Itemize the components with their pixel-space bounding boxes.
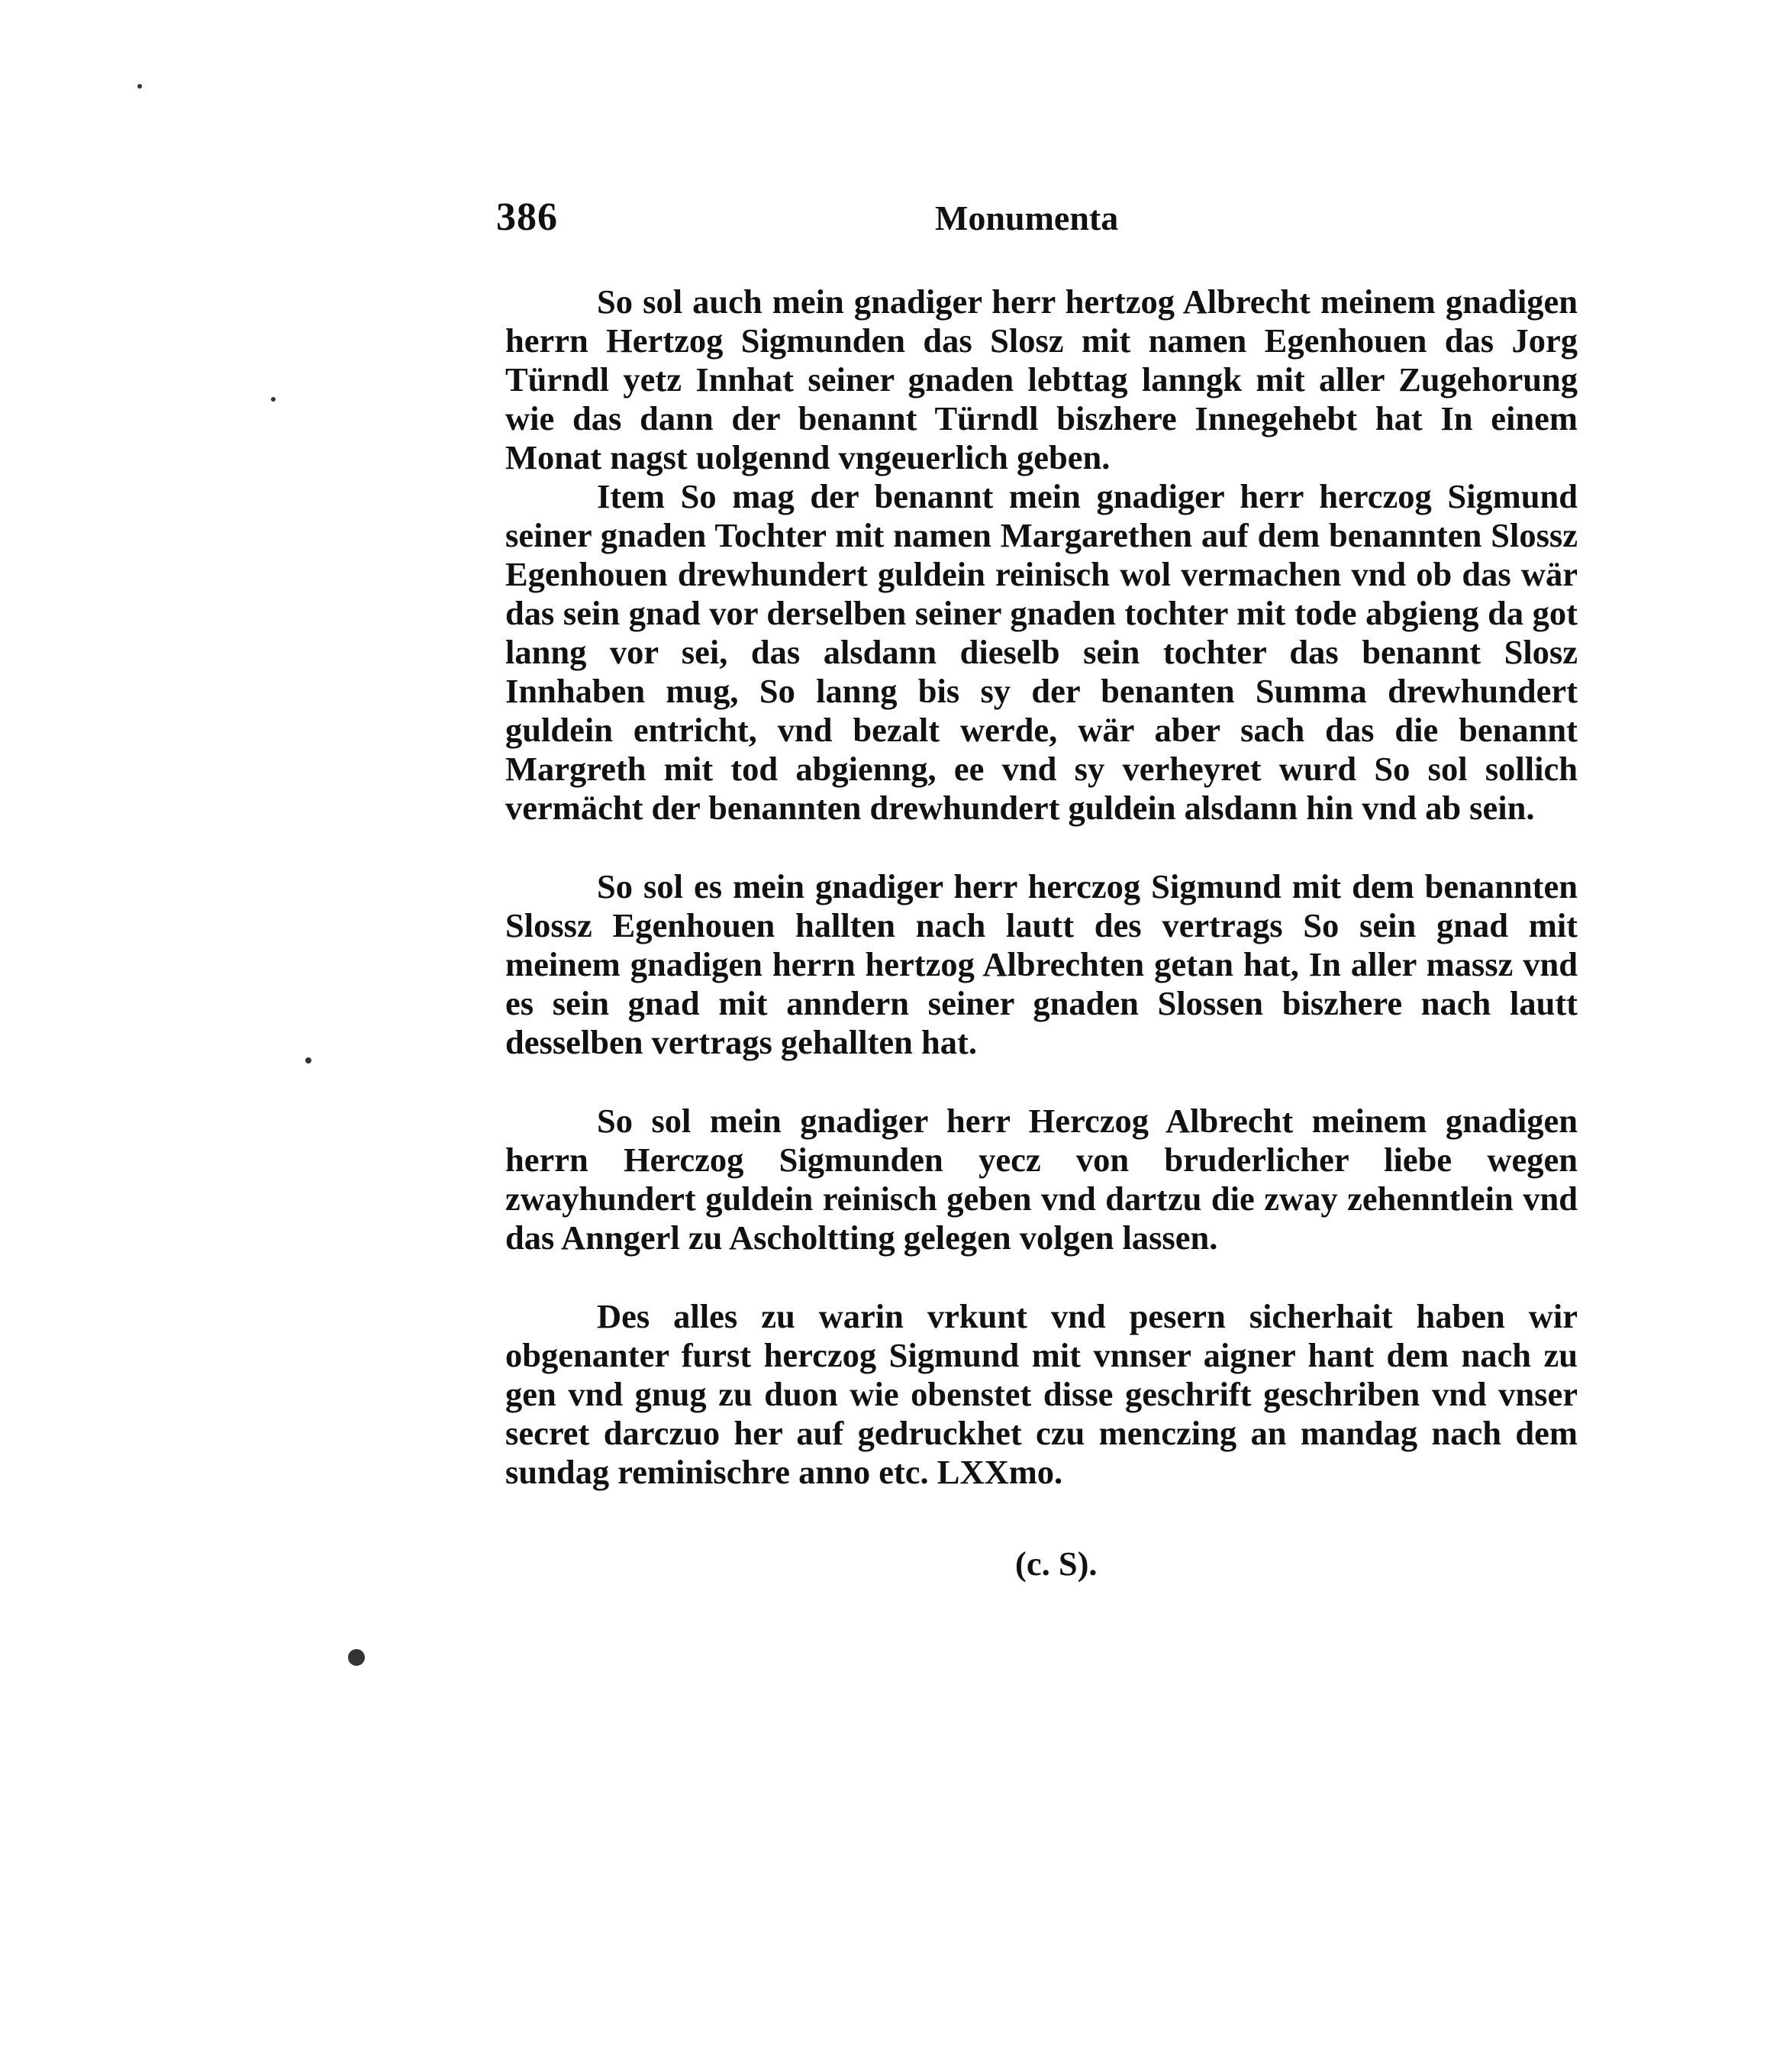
- running-title: Monumenta: [935, 198, 1119, 237]
- margin-speck: [271, 397, 276, 402]
- paragraph-2: Item So mag der benannt mein gnadiger herr herczog Sigmund seiner gnaden Tochter mit namen Margarethen auf dem benannten Slossz Egenhouen drewhundert guldein reinisch wol vermachen vnd ob das wär das sein gnad vor derselben seiner gnaden tochter mit tode abgieng da got lanng vor sei, das alsdann dieselb sein tochter das benannt Slosz Innhaben mug, So lanng bis sy der benanten Summa drewhundert guldein entricht, vnd bezalt werde, wär aber sach das die benannt Margreth mit tod abgienng, ee vnd sy verheyret wurd So sol sollich vermächt der benannten drewhundert guldein alsdann hin vnd ab sein.: [505, 477, 1578, 827]
- body-text: [505, 282, 1578, 1492]
- paragraph-3: So sol es mein gnadiger herr herczog Sigmund mit dem benannten Slossz Egenhouen hallten nach lautt des vertrags So sein gnad mit meinem gnadigen herrn hertzog Albrechten getan hat, In aller massz vnd es sein gnad mit anndern seiner gnaden Slossen biszhere nach lautt desselben vertrags gehallten hat.: [505, 867, 1578, 1061]
- page-number: 386: [496, 195, 558, 239]
- seal-note: (c. S).: [1015, 1544, 1098, 1583]
- paragraph-5: Des alles zu warin vrkunt vnd pesern sicherhait haben wir obgenanter furst herczog Sigmund mit vnnser aigner hant dem nach zu gen vnd gnug zu duon wie obenstet disse geschrift geschriben vnd vnser secret darczuo her auf gedruckhet czu menczing an mandag nach dem sundag reminischre anno etc. LXXmo.: [505, 1297, 1578, 1491]
- margin-speck: [305, 1057, 311, 1063]
- margin-speck: [348, 1649, 365, 1666]
- page-header: [496, 195, 1595, 256]
- margin-speck: [137, 84, 142, 89]
- paragraph-4: So sol mein gnadiger herr Herczog Albrecht meinem gnadigen herrn Herczog Sigmunden yecz von bruderlicher liebe wegen zwayhundert guldein reinisch geben vnd dartzu die zway zehenntlein vnd das Anngerl zu Ascholtting gelegen volgen lassen.: [505, 1102, 1578, 1257]
- paragraph-1: So sol auch mein gnadiger herr hertzog Albrecht meinem gnadigen herrn Hertzog Sigmunden das Slosz mit namen Egenhouen das Jorg Türndl yetz Innhat seiner gnaden lebttag lanngk mit aller Zugehorung wie das dann der benannt Türndl biszhere Innegehebt hat In einem Monat nagst uolgennd vngeuerlich geben.: [505, 282, 1578, 476]
